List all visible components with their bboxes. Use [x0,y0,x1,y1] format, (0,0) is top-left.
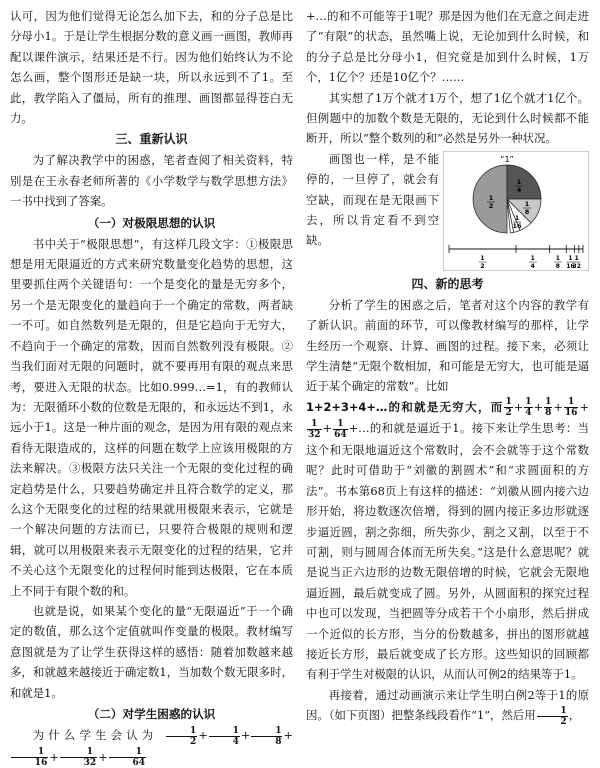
left-column [10,6,293,768]
svg-text:8: 8 [524,207,530,216]
denominator: 2 [505,408,512,419]
section-heading: 四、新的思考 [411,276,484,291]
numerator: 1 [60,747,97,758]
denominator: 8 [545,408,552,419]
numerator: 1 [525,397,532,408]
paragraph: +…的和不可能等于1呢？那是因为他们在无意之间走进了“有限”的状态，虽然嘴上说，无论加到什么时候，和的分子总是比分母小1，但究竟是加到什么时候，1万个，1亿个？还是10亿个？…… [306,9,589,85]
numerator: 1 [209,726,240,737]
paragraph: 书中关于“极限思想”，有这样几段文字：①极限思想是用无限逼近的方式来研究数量变化趋势的思想，这里要抓住两个关键语句：一个是变化的量是无穷多个，另一个是无限变化的量趋向于一个确定的常数，两者缺一不可。如自然数列是无限的，但是它趋向于无穷大，不趋向于一个确定的常数，因而自然数列没有极限。②当我们面对无限的问题时，就不要再用有限的观点来思考，要进入无限的状态。比如0.999…=1，有的教师认为：无限循环小数的位数是无限的，和永远达不到1，永远小于1。这是一种片面的观念，是因为用有限的观点来看待无限造成的，这样的问题在数学上应该用极限的方法来解决。③极限方法只关注一个无限的变化过程的确定趋势是什么，只要趋势确定并且符合数学的定义，那么这个无限变化的过程的结果就用极限来表示，它就是一个解决问题的方法而已，只要符合极限的规则和逻辑，就可以用极限来表示无限变化的过程的结果，它并不关心这个无限变化的过程何时能到达极限，它在本质上不同于有限个数的和。 [10,236,293,598]
denominator: 2 [560,716,567,727]
svg-text:1: 1 [555,254,560,262]
denominator: 16 [34,758,48,768]
svg-text:1: 1 [488,193,494,202]
svg-text:1: 1 [516,177,522,186]
numerator: 1 [564,397,579,408]
text-fragment: 为什么学生会认为 [32,728,158,742]
text-fragment: +…的和就是逼近于1。接下来让学生思考：当这个和无限地逼近这个常数时，会不会就等于这个常数呢？此时可借助于“刘徽的割圆术”和“求圆面积的方法”。书本第68页上有这样的描述：“刘徽从圆内接六边形开始，将边数逐次倍增，得到的圆内接正多边形就逐步逼近圆，割之弥细，所失弥少，割之又割，以至于不可割，则与圆周合体而无所失矣。”这是什么意思呢？就是说当正六边形的边数无限倍增的时候，它就会无限地逼近圆，最后就变成了圆。另外，从圆面积的探究过程中也可以发现，当把圆等分成若干个小扇形，然后拼成一个近似的长方形，当分的份数越多，拼出的图形就越接近长方形，最后就变成了长方形。这些知识的回顾都有利于学生对极限的认识，从而认可例2的结果等于1。 [306,421,589,682]
fraction [333,419,348,440]
svg-text:16: 16 [566,262,575,270]
paragraph: 认可，因为他们觉得无论怎么加下去，和的分子总是比分母小1。于是让学生根据分数的意义画一画图，教师再配以课件演示，结果还是不行。因为他们始终认为不论怎么画，整个图形还是缺一块，所以永远到不了1。至此，教学陷入了僵局，所有的推理、画图都显得苍白无力。 [10,9,293,126]
fraction [564,397,579,418]
paragraph: 分析了学生的困惑之后，笔者对这个内容的教学有了新认识。前面的环节，可以像教材编写的那样，让学生经历一个观察、计算、画图的过程。接下来，必须让学生清楚“无限个数相加，和可能是无穷大，也可能是逼近于某个确定的常数”。比如 [306,297,589,394]
fraction [11,747,48,768]
fraction [504,397,512,418]
denominator: 16 [564,408,578,419]
denominator: 4 [232,736,239,747]
paragraph-series [10,725,293,768]
numerator: 1 [251,726,282,737]
svg-text:4: 4 [530,262,535,270]
pie-line-figure [443,151,589,271]
fraction [524,397,532,418]
numerator: 1 [545,397,552,408]
numerator: 1 [333,419,348,430]
plus-sign: + [283,728,293,742]
text-fragment: 1+2+3+4+…的和就是无穷大，而 [306,399,504,414]
text-fragment: 再接着，通过动画演示来让学生明白例2等于1的原因。（如下页图）把整条线段看作“1”，然后用 [306,687,589,723]
fraction [307,419,322,440]
plus-sign: + [579,399,589,414]
numerator: 1 [537,706,568,717]
denominator: 64 [334,429,347,440]
plus-sign: + [513,399,524,414]
svg-text:16: 16 [512,221,522,230]
fraction [166,726,197,747]
svg-text:1: 1 [574,254,579,262]
figure-svg [443,151,589,271]
plus-sign: + [198,728,208,742]
fraction [544,397,552,418]
plus-sign: + [322,421,333,436]
numerator: 1 [166,726,197,737]
svg-text:1: 1 [530,254,535,262]
numerator: 1 [505,397,512,408]
fraction [251,726,282,747]
denominator: 4 [525,408,532,419]
fraction [536,705,569,727]
plus-sign: + [553,399,563,414]
paragraph: 为了解决教学中的困惑，笔者查阅了相关资料，特别是在王永春老师所著的《小学数学与数学思想方法》一书中找到了答案。 [10,153,293,209]
denominator: 64 [132,758,146,768]
svg-text:1: 1 [524,199,530,208]
svg-text:32: 32 [572,262,581,270]
svg-text:2: 2 [488,201,494,210]
numerator: 1 [109,747,146,758]
denominator: 32 [83,758,97,768]
right-column [306,6,589,727]
svg-text:8: 8 [555,262,560,270]
denominator: 32 [308,429,321,440]
plus-sign: + [240,728,251,742]
fraction [60,747,97,768]
svg-text:2: 2 [480,262,485,270]
figure-top-label: “1” [500,154,514,164]
denominator: 2 [189,736,197,747]
plus-sign: + [533,399,544,414]
plus-sign: + [98,749,108,764]
svg-text:1: 1 [514,213,520,222]
numerator: 1 [11,747,48,758]
denominator: 8 [275,736,282,747]
paragraph: 再接着，通过动画演示来让学生明白例2等于1的原因。（如下页图）把整条线段看作“1”，然后用 $\frac{1}{2}$ ， [306,687,589,727]
numerator: 1 [307,419,322,430]
subsection-heading: （一）对极限思想的认识 [87,215,216,230]
fraction [537,706,568,727]
svg-text:1: 1 [480,254,485,262]
subsection-heading: （二）对学生困惑的认识 [87,707,216,721]
paragraph-series [306,397,589,685]
svg-text:1: 1 [568,254,573,262]
paragraph: 也就是说，如果某个变化的量“无限逼近”于一个确定的数值，那么这个定值就叫作变量的极限。教材编写意图就是为了让学生获得这样的感悟：随着加数越来越多，和就越来越接近于确定数1，当加数个数无限多时，和就是1。 [10,603,293,700]
fraction [209,726,240,747]
paragraph: 画图也一样，是不能停的，一旦停了，就会有空缺，而现在是无限画下去，所以肯定看不到空缺。 [306,151,439,248]
svg-text:4: 4 [516,185,522,194]
fraction [109,747,146,768]
section-heading: 三、重新认识 [115,132,188,147]
plus-sign: + [49,749,59,764]
paragraph: 其实想了1万个就才1万个，想了1亿个就才1亿个。但例题中的加数个数是无限的，无论到什么时候都不能断开，所以“整个数列的和”必然是另外一种状况。 [306,90,589,146]
